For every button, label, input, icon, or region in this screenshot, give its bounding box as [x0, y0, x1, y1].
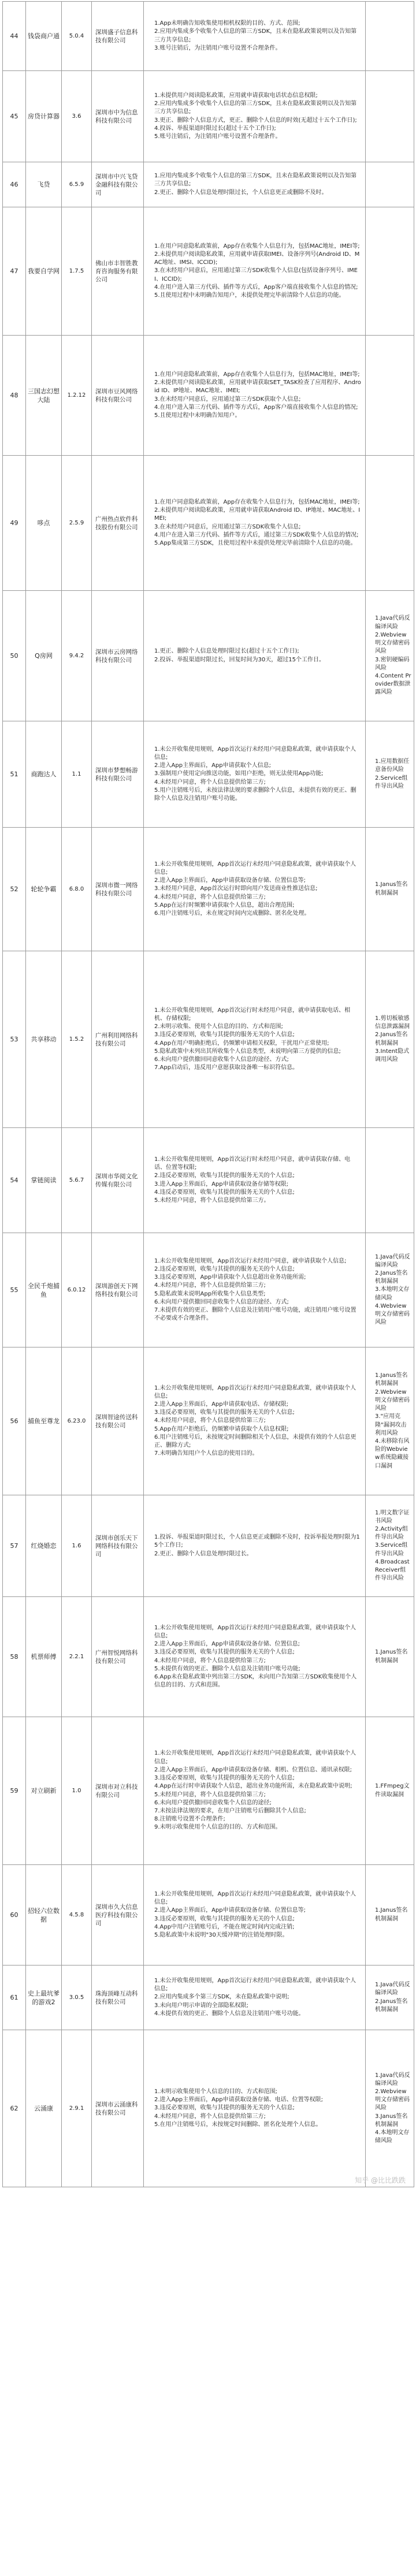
app-version-cell: 6.5.9 — [62, 162, 92, 207]
app-name-cell: 共享移动 — [26, 951, 62, 1128]
issue-line: 2.更正、删除个人信息处理时限过长。 — [154, 1550, 252, 1557]
tech-risk-cell — [366, 207, 414, 336]
app-version-cell: 9.4.2 — [62, 591, 92, 721]
table-row — [3, 456, 414, 591]
issue-line: 1.未公开收集使用规则，App首次运行未经用户同意隐私政策，就申请获取个人信息; — [154, 1977, 356, 1993]
tech-risk-line: 1.Janus签名机制漏洞 — [375, 1907, 408, 1922]
issue-line: 3.违反必要原则，收集与其提供的服务无关的个人信息; — [154, 1775, 295, 1782]
tech-risk-cell — [366, 1865, 414, 1965]
issue-line: 4.在用户进入第三方代码、插件等方式后，App客户端直接收集个人信息的情况; — [154, 284, 358, 291]
issue-line: 4.未经用户同意，将个人信息提供给第三方; — [154, 2113, 266, 2120]
table-row — [3, 1128, 414, 1233]
tech-risk-cell — [366, 591, 414, 721]
issue-line: 1.未明示收集使用个人信息的目的、方式和范围; — [154, 2088, 277, 2095]
issue-line: 3.违反必要原则，App申请获取个人信息超出业务功能所需; — [154, 1274, 306, 1281]
issues-cell — [144, 1717, 366, 1865]
company-cell: 深圳智途传送科技有限公司 — [92, 1347, 144, 1495]
issue-line: 6.未向用户提供撤回同意收集个人信息的途径、方式; — [154, 1298, 289, 1305]
table-row — [3, 591, 414, 721]
issues-cell — [144, 207, 366, 336]
issues-cell — [144, 1347, 366, 1495]
issue-line: 4.未经用户同意，将个人信息提供给第三方; — [154, 1417, 266, 1424]
issue-line: 5.隐私政策未说明App所收集个人信息类型; — [154, 1290, 266, 1297]
tech-risk-line: 1.Janus签名机制漏洞 — [375, 881, 408, 896]
issue-line: 4.App在用户明确拒绝后，仍频繁申请相关权限，干扰用户正常使用; — [154, 1040, 329, 1047]
issue-line: 3.违反必要原则，收集与其提供的服务无关的个人信息; — [154, 1409, 295, 1416]
app-name-cell: 房贷计算器 — [26, 71, 62, 162]
table-row — [3, 721, 414, 828]
app-version-cell: 1.1 — [62, 721, 92, 828]
row-number-cell: 62 — [3, 2030, 26, 2187]
tech-risk-cell — [366, 1128, 414, 1233]
issue-line: 6.App未在隐私政策中列出第三方SDK，未向用户告知第三方SDK收集使用个人信息的目的、方式和范围。 — [154, 1673, 357, 1689]
issue-line: 4.未经用户同意，将个人信息提供给第三方; — [154, 894, 266, 900]
company-cell: 深圳市云涌康科技有限公司 — [92, 2030, 144, 2187]
app-name-cell: 轮轮争霸 — [26, 828, 62, 951]
tech-risk-line: 1.剪切板敏感信息泄露漏洞 — [375, 1015, 410, 1030]
tech-risk-line: 1.Janus签名机制漏洞 — [375, 1649, 408, 1664]
tech-risk-cell — [366, 2, 414, 71]
issue-line: 2.进入App主界面后，App申请获取个人信息; — [154, 762, 271, 769]
app-version-cell: 5.6.7 — [62, 1128, 92, 1233]
company-cell: 深圳市中兴飞贷金融科技有限公司 — [92, 162, 144, 207]
app-name-cell: 红烧婚恋 — [26, 1495, 62, 1597]
app-version-cell: 2.5.9 — [62, 456, 92, 591]
issues-cell — [144, 721, 366, 828]
issue-line: 5.App在用户拒绝后，仍频繁申请获取个人信息权限; — [154, 1425, 289, 1432]
issues-cell — [144, 591, 366, 721]
issue-line: 8.注销账号设置不合理条件; — [154, 1816, 225, 1823]
company-cell: 深圳市创乐天下网络科技有限公司 — [92, 1495, 144, 1597]
app-name-cell: 全民千炮捕鱼 — [26, 1233, 62, 1347]
table-row — [3, 2, 414, 71]
tech-risk-cell — [366, 1717, 414, 1865]
issue-line: 5.隐私政策中未说明"30天缓冲期"的注销处理时限。 — [154, 1931, 288, 1938]
tech-risk-cell — [366, 71, 414, 162]
table-row — [3, 207, 414, 336]
issue-line: 4.未提供有效的更正、删除个人信息及注销用户账号功能。 — [154, 2010, 304, 2017]
issues-cell — [144, 1495, 366, 1597]
app-name-cell: 捕鱼至尊龙 — [26, 1347, 62, 1495]
issue-line: 7.未明确告知用户个人信息的使用目的。 — [154, 1450, 258, 1457]
issue-line: 4.未经用户同意，将个人信息提供给第三方; — [154, 1282, 266, 1289]
app-name-cell: 钱袋商户通 — [26, 2, 62, 71]
table-row — [3, 1495, 414, 1597]
issue-line: 6.未向用户提供撤回同意收集个人信息的途径; — [154, 1799, 272, 1806]
table-row — [3, 1717, 414, 1865]
tech-risk-line: 3."应用克隆"漏洞攻击利用风险 — [375, 1413, 407, 1436]
issue-line: 3.未经用户同意，App首次运行时即向用户发送商业性推送信息; — [154, 885, 318, 892]
app-version-cell: 1.5.2 — [62, 951, 92, 1128]
tech-risk-line: 2.Janus签名机制漏洞 — [375, 1998, 408, 2013]
row-number-cell: 44 — [3, 2, 26, 71]
app-name-cell: 我要自学网 — [26, 207, 62, 336]
row-number-cell: 59 — [3, 1717, 26, 1865]
issues-cell — [144, 1128, 366, 1233]
issue-line: 1.在用户同意隐私政策前，App存在收集个人信息行为，包括MAC地址，IMEI等; — [154, 371, 360, 378]
issue-line: 4.违反必要原则，收集与其提供的服务无关的个人信息; — [154, 1189, 295, 1196]
company-cell: 广州热点软件科技股份有限公司 — [92, 456, 144, 591]
issue-line: 4.在用户进入第三方代码、插件等方式后，App客户端直接收集个人信息的情况; — [154, 404, 358, 411]
issue-line: 5.且使用过程中未明确告知用户。 — [154, 412, 241, 419]
issue-line: 2.进入App主界面后，App申请获取设备存储、位置信息等; — [154, 877, 306, 884]
tech-risk-line: 2.Webview明文存储密码风险 — [375, 1388, 410, 1412]
company-cell: 深圳市豆风网络科技有限公司 — [92, 336, 144, 456]
issue-line: 4.投诉、举报渠道时限过长(超过十五个工作日); — [154, 125, 276, 132]
issue-line: 5.App在运行时频繁申请获取个人信息，超出合理范围; — [154, 902, 295, 909]
app-name-cell: 史上最坑爹的游戏2 — [26, 1965, 62, 2030]
issues-cell — [144, 828, 366, 951]
issues-cell — [144, 456, 366, 591]
issue-line: 2.应用内集成多个第三方SDK，未在隐私政策中说明; — [154, 1994, 289, 2001]
issue-line: 1.未公开收集使用规则，App首次运行未经用户同意隐私政策，就申请获取个人信息; — [154, 1624, 356, 1639]
tech-risk-line: 1.明文数字证书风险 — [375, 1509, 410, 1524]
company-cell: 深圳市对立科技有限公司 — [92, 1717, 144, 1865]
issue-line: 1.未公开收集使用规则，App首次运行时未经用户同意，就申请获取存储、电话、位置等权限; — [154, 1156, 351, 1171]
issue-line: 2.进入App主界面后，App申请获取设备存储、相机、位置信息、通讯录权限; — [154, 1766, 352, 1773]
app-version-cell: 6.8.0 — [62, 828, 92, 951]
issue-line: 1.在用户同意隐私政策前，App存在收集个人信息行为，包括MAC地址，IMEI等; — [154, 498, 360, 505]
company-cell: 深圳市久大信息医疗科技有限公司 — [92, 1865, 144, 1965]
tech-risk-line: 2.Service组件导出风险 — [375, 775, 408, 790]
table-row — [3, 336, 414, 456]
row-number-cell: 50 — [3, 591, 26, 721]
app-version-cell: 1.7.5 — [62, 207, 92, 336]
tech-risk-cell — [366, 828, 414, 951]
app-version-cell: 2.9.1 — [62, 2030, 92, 2187]
tech-risk-line: 1.Java代码反编译风险 — [375, 1982, 410, 1997]
issue-line: 2.进入App主界面后，App申请获取电话、存储权限; — [154, 1401, 288, 1408]
issue-line: 4.未经用户同意，将个人信息提供给第三方; — [154, 779, 266, 786]
issue-line: 3.违反必要原则，收集与其提供的服务无关的个人信息; — [154, 1649, 295, 1656]
issue-line: 7.未提供有效的更正、删除个人信息及注销用户账号功能，或注销用户账号设置不必要或不合理条件。 — [154, 1306, 356, 1322]
tech-risk-line: 1.应用数据任意备份风险 — [375, 758, 410, 773]
row-number-cell: 53 — [3, 951, 26, 1128]
issue-line: 2.未提供用户阅读隐私政策，应用就申请获取Android ID、IP地址、MAC地址、IMEI; — [154, 507, 361, 522]
tech-risk-line: 3.Service组件导出风险 — [375, 1542, 408, 1557]
table-body — [3, 2, 414, 2187]
tech-risk-cell — [366, 1965, 414, 2030]
app-version-cell: 1.0 — [62, 1717, 92, 1865]
issue-line: 6.未向用户提供撤回同意收集个人信息的途径、方式; — [154, 1056, 289, 1063]
issue-line: 7.App启动后，违反用户意愿获取设备唯一标识符信息。 — [154, 1064, 299, 1071]
issue-line: 4.用户在进入第三方代码、插件等方式后，通过第三方SDK收集个人信息的情况; — [154, 531, 359, 538]
app-version-cell: 5.0.4 — [62, 2, 92, 71]
issue-line: 1.未公开收集使用规则，App首次运行未经用户同意，就申请获取个人信息; — [154, 1257, 347, 1264]
app-version-cell: 1.2.12 — [62, 336, 92, 456]
table-row — [3, 71, 414, 162]
app-version-cell: 6.0.12 — [62, 1233, 92, 1347]
tech-risk-cell — [366, 951, 414, 1128]
issue-line: 1.未公开收集使用规则，App首次运行未经用户同意隐私政策，就申请获取个人信息; — [154, 746, 356, 761]
company-cell: 珠海顶峰互动科技有限公司 — [92, 1965, 144, 2030]
issue-line: 5.App集成第三方SDK，且使用过程中未提供处理完毕前清除个人信息的功能。 — [154, 539, 356, 546]
table-row — [3, 1965, 414, 2030]
issue-line: 5.在用户注销账号后，未按规定时间删除、匿名化处理个人信息。 — [154, 2121, 322, 2128]
issues-cell — [144, 71, 366, 162]
table-row — [3, 1233, 414, 1347]
table-row — [3, 1597, 414, 1717]
issue-line: 1.未公开收集使用规则，App首次运行未经用户同意隐私政策，就申请获取个人信息; — [154, 1750, 356, 1765]
table-row — [3, 1865, 414, 1965]
company-cell: 广州利用网络科技有限公司 — [92, 951, 144, 1128]
company-cell: 深圳盛子信息科技有限公司 — [92, 2, 144, 71]
issue-line: 3.更正、删除个人信息方式，更正、删除个人信息的时效(无超过十五个工作日); — [154, 117, 357, 124]
row-number-cell: 61 — [3, 1965, 26, 2030]
audit-sheet — [2, 1, 414, 2187]
app-name-cell: Q房网 — [26, 591, 62, 721]
row-number-cell: 60 — [3, 1865, 26, 1965]
tech-risk-cell — [366, 1233, 414, 1347]
tech-risk-cell — [366, 336, 414, 456]
table-row — [3, 1347, 414, 1495]
row-number-cell: 47 — [3, 207, 26, 336]
issue-line: 2.投诉、举报渠道时限过长，回复时间为30天，超过15个工作日。 — [154, 656, 325, 663]
tech-risk-cell — [366, 721, 414, 828]
app-name-cell: 招轻六位数据 — [26, 1865, 62, 1965]
tech-risk-cell — [366, 1597, 414, 1717]
row-number-cell: 46 — [3, 162, 26, 207]
app-name-cell: 三国志幻想大陆 — [26, 336, 62, 456]
tech-risk-line: 3.Intent隐式调用风险 — [375, 1048, 410, 1063]
tech-risk-line: 4.Broadcast Receiver组件导出风险 — [375, 1558, 410, 1582]
tech-risk-line: 2.Webview明文存储密码风险 — [375, 631, 410, 655]
tech-risk-line: 1.Java代码反编译风险 — [375, 1253, 410, 1268]
issue-line: 1.未公开收集使用规则，App首次运行时未经用户同意，就申请获取电话、相机、存储权限; — [154, 1007, 351, 1022]
table-row — [3, 162, 414, 207]
issue-line: 5.账号注销后，为注销用户账号设置不合理条件。 — [154, 133, 281, 140]
issue-line: 2.违反必要原则，收集与其提供的服务无关的个人信息; — [154, 1172, 295, 1179]
issue-line: 1.未提供用户阅读隐私政策，应用就申请获取电话状态信息权限; — [154, 92, 318, 99]
row-number-cell: 48 — [3, 336, 26, 456]
tech-risk-cell — [366, 456, 414, 591]
issue-line: 1.未公开收集使用规则，App首次运行未经用户同意隐私政策，就申请获取个人信息; — [154, 1890, 356, 1906]
issue-line: 5.未经用户同意，将个人信息提供给第三方。 — [154, 1197, 270, 1204]
issue-line: 1.应用内集成多个收集个人信息的第三方SDK，且未在隐私政策说明以及告知第三方共享信息; — [154, 173, 357, 188]
issue-line: 2.应用内集成多个收集个人信息的第三方SDK，且未在隐私政策说明以及告知第三方共享信息; — [154, 100, 357, 116]
issue-line: 3.强制用户使用定向推送功能，如用户拒绝，则无法使用App功能; — [154, 770, 324, 777]
issue-line: 2.未提供用户阅读隐私政策，应用就申请获取IMEI、设备序列号(Android ID、MAC地址、IMSI、ICCID); — [154, 251, 360, 266]
tech-risk-line: 4.未移除有风险的Webview系统隐藏接口漏洞 — [375, 1438, 410, 1469]
company-cell: 广州智悦网络科技有限公司 — [92, 1597, 144, 1717]
row-number-cell: 51 — [3, 721, 26, 828]
issue-line: 9.未明示收集使用个人信息的目的、方式和范围。 — [154, 1824, 281, 1831]
issue-line: 2.未提供用户阅读隐私政策，应用就申请获取SET_TASK检查了应用程序、Android ID、IP地址、MAC地址、IMEI; — [154, 379, 361, 394]
issue-line: 7.未按法律法规的要求，在用户注销账号后删除其个人信息; — [154, 1807, 306, 1814]
issue-line: 3.在未经用户同意后，应用通过第三方SDK收集个人信息(包括设备序列号、IMEI、ICCID); — [154, 267, 358, 282]
app-version-cell: 3.6 — [62, 71, 92, 162]
issue-line: 3.违反必要原则，收集与其提供的服务无关的个人信息; — [154, 1032, 295, 1038]
row-number-cell: 58 — [3, 1597, 26, 1717]
issue-line: 2.更正、删除个人信息处理时限过长，个人信息更正或删除不及时。 — [154, 189, 328, 196]
tech-risk-line: 2.Janus签名机制漏洞 — [375, 1032, 408, 1047]
app-name-cell: 飞贷 — [26, 162, 62, 207]
issue-line: 2.进入App主界面后，App申请获取设备存储、位置信息等; — [154, 1907, 306, 1914]
issues-cell — [144, 336, 366, 456]
row-number-cell: 55 — [3, 1233, 26, 1347]
app-name-cell: 掌链阅读 — [26, 1128, 62, 1233]
issue-line: 1.更正、删除个人信息处理时限过长(超过十五个工作日); — [154, 648, 299, 655]
issue-line: 1.未公开收集使用规则，App首次运行未经用户同意隐私政策，就申请获取个人信息; — [154, 861, 356, 876]
tech-risk-line: 3.Janus签名机制漏洞 — [375, 2113, 408, 2128]
issues-cell — [144, 2, 366, 71]
tech-risk-cell — [366, 1495, 414, 1597]
tech-risk-line: 2.Webview明文存储密码风险 — [375, 2088, 410, 2112]
company-cell: 深圳市梦想畅游科技有限公司 — [92, 721, 144, 828]
app-version-cell: 1.6 — [62, 1495, 92, 1597]
table-row — [3, 951, 414, 1128]
issue-line: 3.违反必要原则，收集与其提供的服务无关的个人信息; — [154, 2105, 295, 2112]
app-name-cell: 机票师傅 — [26, 1597, 62, 1717]
row-number-cell: 57 — [3, 1495, 26, 1597]
issue-line: 6.用户注销账号后，未按规定时间删除相关个人信息，未提供有效的个人信息更正、删除方式; — [154, 1434, 356, 1449]
issue-line: 3.违反必要原则，收集与其提供的服务无关的个人信息; — [154, 1915, 295, 1922]
issue-line: 5.隐私政策中未列出其所收集个人信息类型，未说明向第三方提供的信息; — [154, 1048, 341, 1055]
issues-cell — [144, 1233, 366, 1347]
app-version-cell: 2.2.1 — [62, 1597, 92, 1717]
issue-line: 5.用户注销账号后，未按法律法规的要求删除个人信息，未提供有效的更正、删除个人信息及注销用户账号功能。 — [154, 787, 356, 802]
company-cell: 深圳市云房网络科技有限公司 — [92, 591, 144, 721]
row-number-cell: 56 — [3, 1347, 26, 1495]
table-row — [3, 2030, 414, 2187]
issue-line: 4.未经用户同意，将个人信息提供给第三方; — [154, 1657, 266, 1664]
tech-risk-line: 1.Java代码反编译风险 — [375, 615, 410, 630]
issue-line: 2.应用内集成多个收集个人信息的第三方SDK，且未在隐私政策说明以及告知第三方共享信息; — [154, 28, 357, 43]
tech-risk-line: 4.Webview明文存储密码风险 — [375, 1302, 410, 1326]
issue-line: 2.违反必要原则，收集与其提供的服务无关的个人信息; — [154, 1265, 295, 1272]
tech-risk-cell — [366, 162, 414, 207]
issues-cell — [144, 1597, 366, 1717]
issue-line: 1.投诉、举报渠道时限过长，个人信息更正或删除不及时，投诉举报处理时限为15个工作日; — [154, 1534, 360, 1549]
row-number-cell: 49 — [3, 456, 26, 591]
app-audit-table — [2, 1, 414, 2187]
company-cell: 深圳游创天下网络科技有限公司 — [92, 1233, 144, 1347]
issue-line: 3.在未经用户同意后，应用通过第三方SDK获取个人信息; — [154, 396, 301, 403]
row-number-cell: 45 — [3, 71, 26, 162]
tech-risk-line: 4.本地明文存储风险 — [375, 2130, 410, 2145]
company-cell: 深圳市中为信息科技有限公司 — [92, 71, 144, 162]
issue-line: 3.账号注销后，为注销用户账号设置不合理条件。 — [154, 44, 281, 51]
tech-risk-line: 3.密钥硬编码风险 — [375, 656, 410, 671]
app-name-cell: 哆点 — [26, 456, 62, 591]
issue-line: 2.未明示收集、使用个人信息的目的、方式和范围; — [154, 1023, 283, 1030]
issue-line: 1.在用户同意隐私政策前，App存在收集个人信息行为，包括MAC地址，IMEI等; — [154, 243, 360, 250]
issue-line: 3.进入App主界面后，App申请获取设备存储等权限; — [154, 1181, 288, 1188]
issue-line: 2.进入App主界面后，App申请获取设备存储、位置信息; — [154, 1641, 300, 1648]
app-name-cell: 对立刷新 — [26, 1717, 62, 1865]
issues-cell — [144, 2030, 366, 2187]
issue-line: 4.App在运行时申请获取个人信息，超出业务功能所需，未在隐私政策中说明; — [154, 1783, 352, 1790]
tech-risk-line: 2.Activity组件导出风险 — [375, 1525, 408, 1541]
row-number-cell: 54 — [3, 1128, 26, 1233]
issues-cell — [144, 1865, 366, 1965]
company-cell: 深圳市微一网络科技有限公司 — [92, 828, 144, 951]
company-cell: 深圳市华阅文化传媒有限公司 — [92, 1128, 144, 1233]
issues-cell — [144, 951, 366, 1128]
tech-risk-line: 3.本地明文存储风险 — [375, 1286, 410, 1301]
issues-cell — [144, 162, 366, 207]
issue-line: 3.未向用户明示申请的全部隐私权限; — [154, 2002, 248, 2009]
issue-line: 5.且使用过程中未明确告知用户，未提供处理完毕前清除个人信息的功能。 — [154, 292, 345, 299]
tech-risk-line: 4.Content Provider数据泄露风险 — [375, 672, 411, 696]
app-version-cell: 6.23.0 — [62, 1347, 92, 1495]
table-row — [3, 828, 414, 951]
tech-risk-line: 1.Java代码反编译风险 — [375, 2072, 410, 2087]
tech-risk-line: 1.FFmpeg文件读取漏洞 — [375, 1783, 410, 1798]
tech-risk-line: 1.Janus签名机制漏洞 — [375, 1372, 408, 1387]
issue-line: 2.进入App主界面后，App申请获取设备存储、电话、位置等权限; — [154, 2097, 323, 2104]
company-cell: 佛山市丰智胜教育咨询服务有限公司 — [92, 207, 144, 336]
issues-cell — [144, 1965, 366, 2030]
tech-risk-cell — [366, 1347, 414, 1495]
issue-line: 3.在未经用户同意后，应用通过第三方SDK收集个人信息; — [154, 523, 301, 530]
issue-line: 5.未提供有效的更正、删除个人信息及注销用户账号功能; — [154, 1665, 300, 1672]
tech-risk-cell — [366, 2030, 414, 2187]
app-version-cell: 4.5.8 — [62, 1865, 92, 1965]
issue-line: 1.App未明确告知收集使用相机权限的目的、方式、范围; — [154, 20, 300, 27]
issue-line: 4.App中用户注销账号后，不能在规定时间内完成注销; — [154, 1923, 295, 1930]
issue-line: 1.未公开收集使用规则，App首次运行未经用户同意隐私政策，就申请获取个人信息; — [154, 1384, 356, 1399]
watermark: 知乎 @比比跌跌 — [355, 2176, 406, 2184]
tech-risk-line: 2.Janus签名机制漏洞 — [375, 1270, 408, 1285]
app-name-cell: 商跑达人 — [26, 721, 62, 828]
app-version-cell: 3.0.5 — [62, 1965, 92, 2030]
issue-line: 6.用户注销账号后，未在规定时间内完成删除、匿名化处理。 — [154, 910, 310, 917]
row-number-cell: 52 — [3, 828, 26, 951]
app-name-cell: 云涌康 — [26, 2030, 62, 2187]
issue-line: 5.未经用户同意，将个人信息提供给第三方; — [154, 1791, 266, 1798]
